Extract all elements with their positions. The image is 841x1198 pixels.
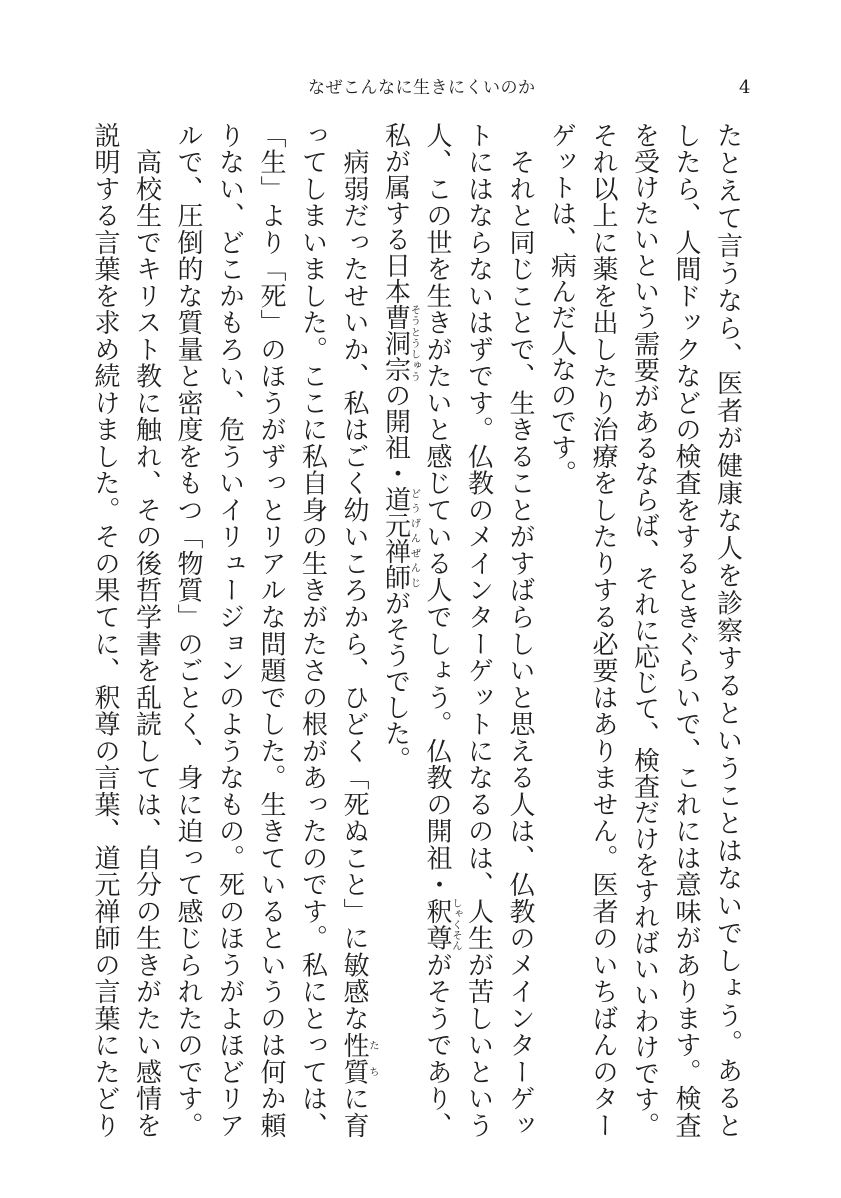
text-column	[209, 122, 250, 1138]
ruby-word	[422, 897, 462, 952]
text-column	[167, 122, 208, 1138]
ruby-reading: どうげんぜんじ	[408, 486, 421, 590]
ruby-word	[380, 486, 421, 590]
ruby-base: 釈尊	[422, 897, 452, 952]
text-column	[375, 122, 421, 1138]
ruby-base: 曹洞宗	[380, 304, 411, 382]
text-run: がそうであり、	[422, 951, 452, 1139]
text-run: 人、この世を生きがたいと感じている人でしょう。仏教の開祖・	[422, 122, 452, 898]
text-run: 説明する言葉を求め続けました。その果てに、釈尊の言葉、道元禅師の言葉にたどり	[90, 122, 120, 1138]
text-run: 「生」より「死」のほうがずっとリアルな問題でした。生きているというのは何か頼	[256, 122, 286, 1138]
text-run: の開祖・	[380, 382, 411, 486]
text-column	[499, 122, 540, 1138]
ruby-reading: しゃくそん	[450, 897, 462, 951]
text-column	[250, 122, 291, 1138]
text-column	[126, 122, 167, 1138]
text-run: がそうでした。	[380, 590, 411, 772]
text-run: 私が属する日本	[380, 122, 411, 304]
text-run: を受けたいという需要があるならば、それに応じて、検査だけをすればいいわけです。	[629, 122, 660, 1138]
ruby-word	[339, 1031, 379, 1086]
text-run: ってしまいました。ここに私自身の生きがたさの根があったのです。私にとっては、	[297, 122, 328, 1138]
running-title: なぜこんなに生きにくいのか	[308, 78, 536, 98]
text-run: それ以上に薬を出したり治療をしたりする必要はありません。医者のいちばんのター	[588, 122, 618, 1138]
text-column	[707, 122, 748, 1138]
text-column	[333, 122, 379, 1138]
text-column	[84, 122, 125, 1138]
text-run: ルで、圧倒的な質量と密度をもつ「物質」のごとく、身に迫って感じられたのです。	[173, 122, 203, 1138]
text-run: トにはならないはずです。仏教のメインターゲットになるのは、人生が苦しいという	[463, 122, 494, 1138]
page-number: 4	[739, 77, 751, 98]
text-run: たとえて言うなら、医者が健康な人を診察するということはないでしょう。あると	[712, 122, 743, 1138]
text-run: 病弱だったせいか、私はごく幼いころから、ひどく「死ぬこと」に敏感な	[339, 122, 369, 1032]
text-column	[541, 122, 582, 1138]
text-column	[416, 122, 462, 1138]
text-column	[665, 122, 706, 1138]
ruby-base: 性質	[339, 1031, 369, 1086]
text-run: したら、人間ドックなどの検査をするときぐらいで、これには意味があります。検査	[671, 122, 701, 1138]
text-run: それと同じことで、生きることがすばらしいと思える人は、仏教のメインターゲッ	[505, 122, 535, 1139]
ruby-base: 道元禅師	[380, 486, 411, 590]
text-column	[458, 122, 499, 1138]
text-run: ゲットは、病んだ人なのです。	[546, 122, 577, 486]
ruby-reading: たち	[367, 1031, 379, 1085]
text-run: りない、どこかもろい、危ういイリュージョンのようなもの。死のほうがよほどリア	[214, 122, 245, 1138]
ruby-word	[380, 304, 421, 382]
text-run: に育	[339, 1085, 369, 1139]
text-column	[292, 122, 333, 1138]
text-column	[624, 122, 665, 1138]
text-column	[582, 122, 623, 1138]
text-run: 高校生でキリスト教に触れ、その後哲学書を乱読しては、自分の生きがたい感情を	[131, 122, 162, 1138]
ruby-reading: そうとうしゅう	[408, 304, 421, 382]
